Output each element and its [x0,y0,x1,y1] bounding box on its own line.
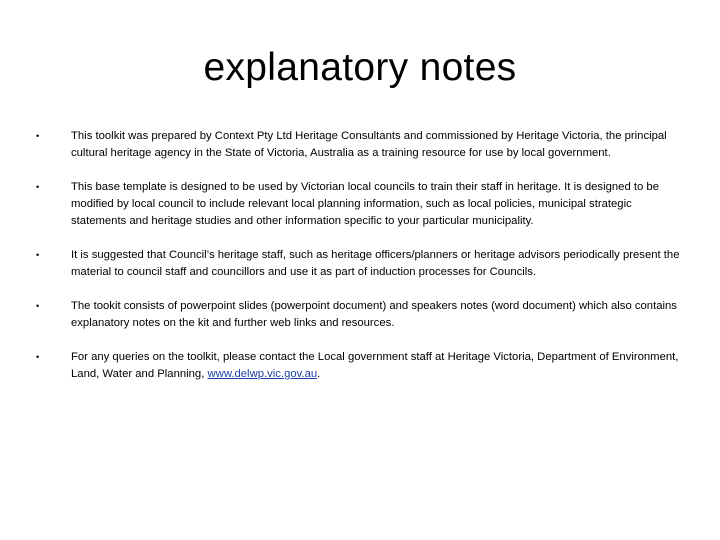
bullet-text: This toolkit was prepared by Context Pty Ltd Heritage Consultants and commissioned by Heritage Victoria, the principal cultural heritage agency in the State of Victoria, Australia as a training resource for use by local government. [71,130,667,159]
bullet-text [71,349,686,383]
bullet-marker: • [36,131,40,141]
bullet-marker: • [36,182,40,192]
delwp-website-link[interactable]: www.delwp.vic.gov.au [207,368,318,380]
slide-title: explanatory notes [203,46,517,89]
bullet-item-suggested-use [36,247,686,281]
bullet-text: It is suggested that Council’s heritage staff, such as heritage officers/planners or heritage advisors periodically present the material to council staff and councillors and use it as part of induction processes for Councils. [71,249,680,278]
bullet-text: This base template is designed to be used by Victorian local councils to train their staff in heritage. It is designed to be modified by local council to include relevant local planning information, such as local policies, municipal strategic statements and heritage studies and other information specific to your particular municipality. [71,181,659,227]
bullet-item-toolkit-contents [36,298,686,332]
bullet-item-base-template [36,179,686,230]
bullet-item-toolkit-prepared [36,128,686,162]
bullet-item-queries-contact [36,349,686,383]
bullet-list [36,128,686,400]
bullet-text-after-link: . [317,368,321,380]
bullet-marker: • [36,352,40,362]
bullet-marker: • [36,250,40,260]
bullet-text: The tookit consists of powerpoint slides (powerpoint document) and speakers notes (word document) which also contains explanatory notes on the kit and further web links and resources. [71,300,677,329]
bullet-text-before-link: For any queries on the toolkit, please contact the Local government staff at Heritage Victoria, Department of Environment, Land, Water and Planning, [71,351,679,380]
bullet-marker: • [36,301,40,311]
